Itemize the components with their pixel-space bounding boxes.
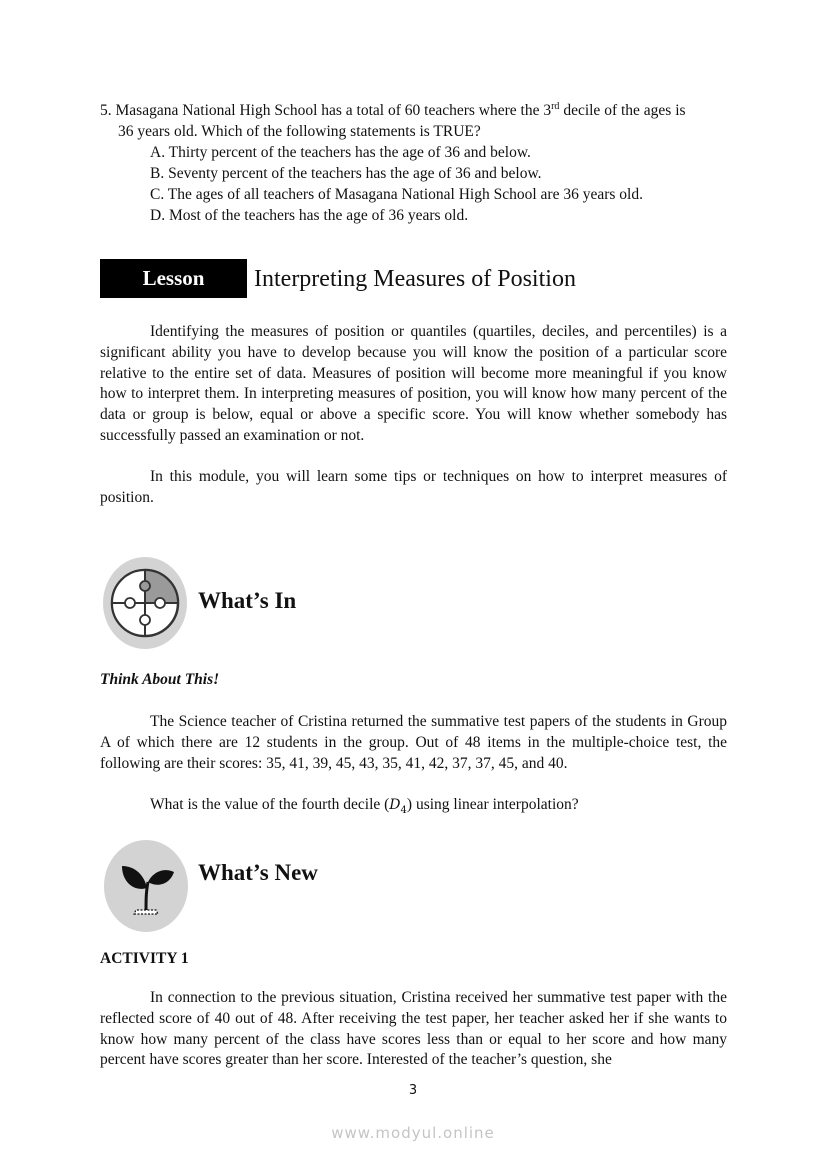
- whats-in-paragraph-text: The Science teacher of Cristina returned the summative test papers of the students in Group A of which there are 12 students in the group. Out of 48 items in the multiple-choice test, the following are their scores: 35, 41, 39, 45, 43, 35, 41, 42, 37, 37, 45, and 40.: [100, 713, 727, 772]
- page-number: 3: [408, 1083, 418, 1098]
- intro-paragraph-2-text: In this module, you will learn some tips or techniques on how to interpret measures of position.: [100, 468, 727, 506]
- decile-question-before: What is the value of the fourth decile (: [150, 796, 390, 813]
- question-stem-line2: 36 years old. Which of the following statements is TRUE?: [118, 123, 481, 140]
- choice-c: C. The ages of all teachers of Masagana National High School are 36 years old.: [150, 186, 643, 203]
- activity-paragraph-text: In connection to the previous situation, Cristina received her summative test paper with the reflected score of 40 out of 48. After receiving the test paper, her teacher asked her if she wants to know how many percent of the class have scores less than or equal to her score and how many percent have scores greater than her score. Interested of the teacher’s question, she: [100, 989, 727, 1069]
- puzzle-icon: [103, 557, 187, 649]
- intro-paragraph-2: [100, 467, 727, 509]
- decile-question: [100, 795, 727, 822]
- whats-in-paragraph: [100, 712, 727, 774]
- watermark: www.modyul.online: [331, 1124, 495, 1142]
- lesson-label-box: Lesson: [100, 259, 247, 298]
- activity-1-heading: ACTIVITY 1: [100, 950, 189, 967]
- decile-symbol: [389, 797, 407, 816]
- answer-choices: [150, 142, 643, 226]
- whats-in-heading: What’s In: [198, 588, 297, 613]
- question-stem-part1: 5. Masagana National High School has a total of 60 teachers where the 3: [100, 102, 552, 119]
- intro-paragraph-1-text: Identifying the measures of position or quantiles (quartiles, deciles, and percentiles) is a significant ability you have to develop because you will know the position of a particular score relative to the entire set of data. Measures of position will become more meaningful if you know how to interpret them. In interpreting measures of position, you will know how many percent of the data or group is below, equal or above a specific score. You will know whether somebody has successfully passed an examination or not.: [100, 323, 727, 444]
- question-5-stem: [100, 100, 740, 142]
- intro-paragraph-1: [100, 322, 727, 447]
- activity-paragraph: [100, 988, 727, 1071]
- choice-a: A. Thirty percent of the teachers has the age of 36 and below.: [150, 144, 531, 161]
- choice-b: B. Seventy percent of the teachers has the age of 36 and below.: [150, 165, 542, 182]
- think-about-this-subheading: Think About This!: [100, 671, 220, 688]
- decile-symbol-var: D: [389, 797, 401, 813]
- ordinal-superscript: rd: [551, 100, 560, 112]
- lesson-title: Interpreting Measures of Position: [254, 266, 576, 292]
- decile-symbol-sub: 4: [400, 804, 407, 816]
- decile-question-after: ) using linear interpolation?: [406, 796, 579, 813]
- choice-d: D. Most of the teachers has the age of 36 years old.: [150, 207, 469, 224]
- question-stem-part2: decile of the ages is: [559, 102, 686, 119]
- seedling-icon: [104, 840, 188, 932]
- whats-new-heading: What’s New: [198, 860, 318, 885]
